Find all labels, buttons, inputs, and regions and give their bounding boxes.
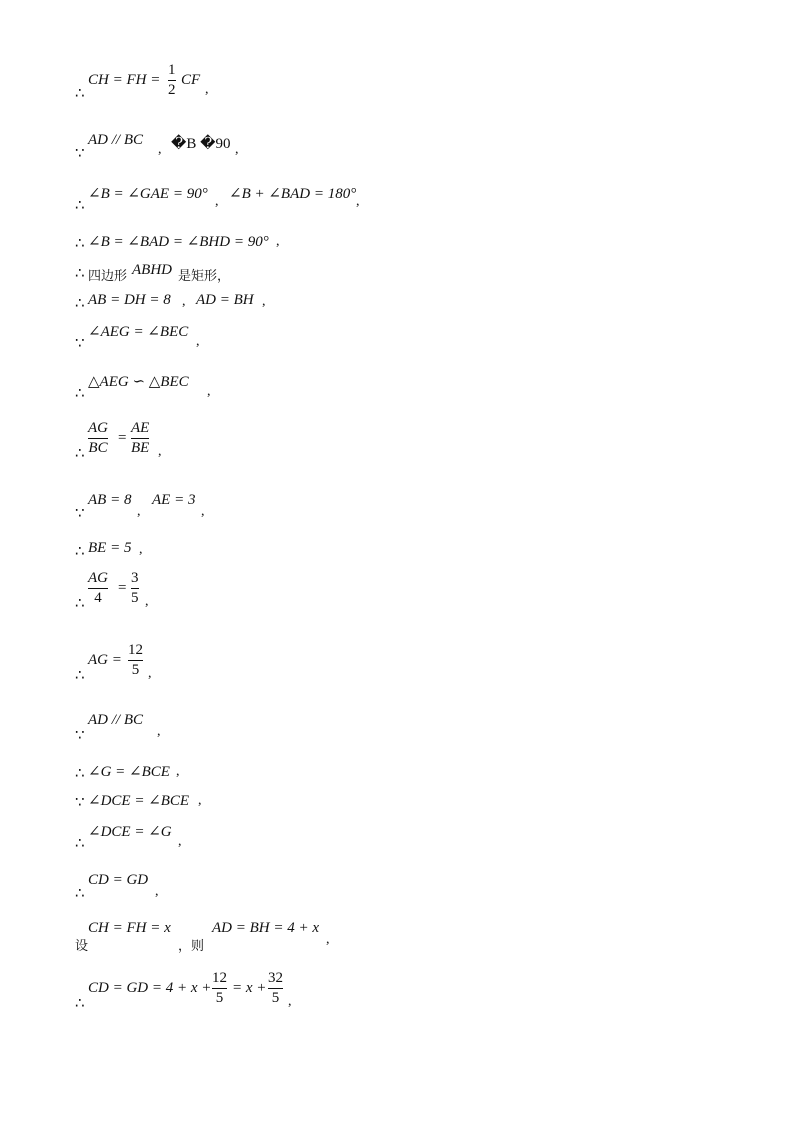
proof-line xyxy=(0,820,800,860)
therefore-symbol: ∴ xyxy=(75,594,85,612)
math-expression: CD = GD = 4 + x + xyxy=(88,980,212,996)
math-expression: CH = FH = xyxy=(88,72,161,88)
punctuation: , xyxy=(158,444,162,459)
therefore-symbol: ∴ xyxy=(75,196,85,214)
fraction-denominator: BE xyxy=(131,440,150,456)
proof-line xyxy=(0,62,800,102)
fraction-bar xyxy=(131,588,139,589)
proof-line xyxy=(0,320,800,360)
therefore-symbol: ∴ xyxy=(75,384,85,402)
fraction-bar xyxy=(212,988,227,989)
therefore-symbol: ∴ xyxy=(75,764,85,782)
math-expression: ∠AEG = ∠BEC xyxy=(88,324,189,340)
fraction xyxy=(212,970,227,1007)
chinese-text: 四边形 xyxy=(88,269,128,284)
chinese-text: 是矩形， xyxy=(178,269,231,284)
punctuation: , xyxy=(148,666,152,681)
therefore-symbol: ∴ xyxy=(75,264,85,282)
math-expression: BE = 5 xyxy=(88,540,132,556)
punctuation: , xyxy=(139,542,143,557)
math-expression: AD = BH xyxy=(196,292,254,308)
proof-line xyxy=(0,420,800,460)
punctuation: , xyxy=(205,82,209,97)
math-expression: CD = GD xyxy=(88,872,149,888)
fraction-bar xyxy=(128,660,143,661)
fraction-denominator: 5 xyxy=(131,662,140,678)
chinese-text: 设 xyxy=(75,939,89,954)
math-expression: ∠B + ∠BAD = 180° xyxy=(229,186,357,202)
fraction-bar xyxy=(268,988,283,989)
fraction-numerator: 3 xyxy=(131,570,139,586)
equals-sign: = xyxy=(118,580,127,596)
fraction-denominator: 5 xyxy=(271,990,280,1006)
because-symbol: ∵ xyxy=(75,793,85,811)
chinese-text: ，则 xyxy=(178,939,205,954)
fraction xyxy=(88,420,108,457)
proof-line xyxy=(0,570,800,610)
fraction xyxy=(128,642,143,679)
math-expression: CH = FH = x xyxy=(88,920,171,936)
fraction xyxy=(131,420,149,457)
math-expression: AD // BC xyxy=(88,132,143,148)
proof-line xyxy=(0,180,800,220)
therefore-symbol: ∴ xyxy=(75,994,85,1012)
proof-line xyxy=(0,642,800,682)
therefore-symbol: ∴ xyxy=(75,884,85,902)
therefore-symbol: ∴ xyxy=(75,542,85,560)
fraction-numerator: 12 xyxy=(128,642,143,658)
fraction-denominator: 2 xyxy=(168,82,176,98)
math-expression: AG = xyxy=(88,652,122,668)
punctuation: , xyxy=(235,142,239,157)
fraction-bar xyxy=(131,438,149,439)
math-expression: ∠B = ∠BAD = ∠BHD = 90° xyxy=(88,234,269,250)
punctuation: , xyxy=(155,884,159,899)
punctuation: , xyxy=(215,194,219,209)
fraction xyxy=(268,970,283,1007)
punctuation: , xyxy=(145,594,149,609)
therefore-symbol: ∴ xyxy=(75,84,85,102)
math-expression: AD // BC xyxy=(88,712,143,728)
therefore-symbol: ∴ xyxy=(75,234,85,252)
because-symbol: ∵ xyxy=(75,726,85,744)
math-expression: ∠DCE = ∠G xyxy=(88,824,172,840)
math-expression: AE = 3 xyxy=(152,492,196,508)
math-expression: ∠B = ∠GAE = 90° xyxy=(88,186,208,202)
punctuation: , xyxy=(207,384,211,399)
math-expression: ∠G = ∠BCE xyxy=(88,764,170,780)
punctuation: , xyxy=(198,793,202,808)
fraction-denominator: 4 xyxy=(94,590,102,606)
fraction xyxy=(131,570,139,607)
punctuation: , xyxy=(276,234,280,249)
fraction-numerator: 1 xyxy=(168,62,176,78)
punctuation: , xyxy=(262,294,266,309)
equals-sign: = xyxy=(118,430,127,446)
math-expression: CF xyxy=(181,72,201,88)
math-expression: AB = 8 xyxy=(88,492,132,508)
punctuation: , xyxy=(201,504,205,519)
proof-line xyxy=(0,712,800,752)
because-symbol: ∵ xyxy=(75,144,85,162)
punctuation: , xyxy=(196,334,200,349)
punctuation: , xyxy=(356,194,360,209)
fraction-numerator: AE xyxy=(131,420,150,436)
therefore-symbol: ∴ xyxy=(75,294,85,312)
fraction xyxy=(168,62,176,99)
punctuation: , xyxy=(178,834,182,849)
math-expression: AB = DH = 8 xyxy=(88,292,171,308)
proof-line xyxy=(0,920,800,960)
because-symbol: ∵ xyxy=(75,504,85,522)
because-symbol: ∵ xyxy=(75,334,85,352)
math-expression: △AEG ∽ △BEC xyxy=(88,374,189,390)
proof-line xyxy=(0,870,800,910)
fraction-bar xyxy=(168,80,176,81)
punctuation: , xyxy=(288,994,292,1009)
proof-line xyxy=(0,490,800,530)
therefore-symbol: ∴ xyxy=(75,666,85,684)
math-expression: AD = BH = 4 + x xyxy=(212,920,320,936)
fraction-numerator: 32 xyxy=(268,970,283,986)
punctuation: , xyxy=(137,504,141,519)
math-expression: ABHD xyxy=(132,262,172,278)
fraction-denominator: 5 xyxy=(131,590,139,606)
fraction xyxy=(88,570,108,607)
proof-line xyxy=(0,130,800,170)
therefore-symbol: ∴ xyxy=(75,444,85,462)
punctuation: , xyxy=(176,764,180,779)
math-expression: = x + xyxy=(232,980,267,996)
fraction-numerator: AG xyxy=(88,420,108,436)
punctuation: , xyxy=(182,294,186,309)
therefore-symbol: ∴ xyxy=(75,834,85,852)
fraction-numerator: AG xyxy=(88,570,108,586)
math-expression: ∠DCE = ∠BCE xyxy=(88,793,190,809)
punctuation: , xyxy=(326,932,330,947)
fraction-bar xyxy=(88,588,108,589)
punctuation: , xyxy=(157,724,161,739)
fraction-denominator: BC xyxy=(88,440,108,456)
proof-line xyxy=(0,370,800,410)
fraction-numerator: 12 xyxy=(212,970,227,986)
math-expression: �B �90 xyxy=(171,136,231,152)
proof-line xyxy=(0,970,800,1010)
punctuation: , xyxy=(158,142,162,157)
fraction-denominator: 5 xyxy=(215,990,224,1006)
fraction-bar xyxy=(88,438,108,439)
